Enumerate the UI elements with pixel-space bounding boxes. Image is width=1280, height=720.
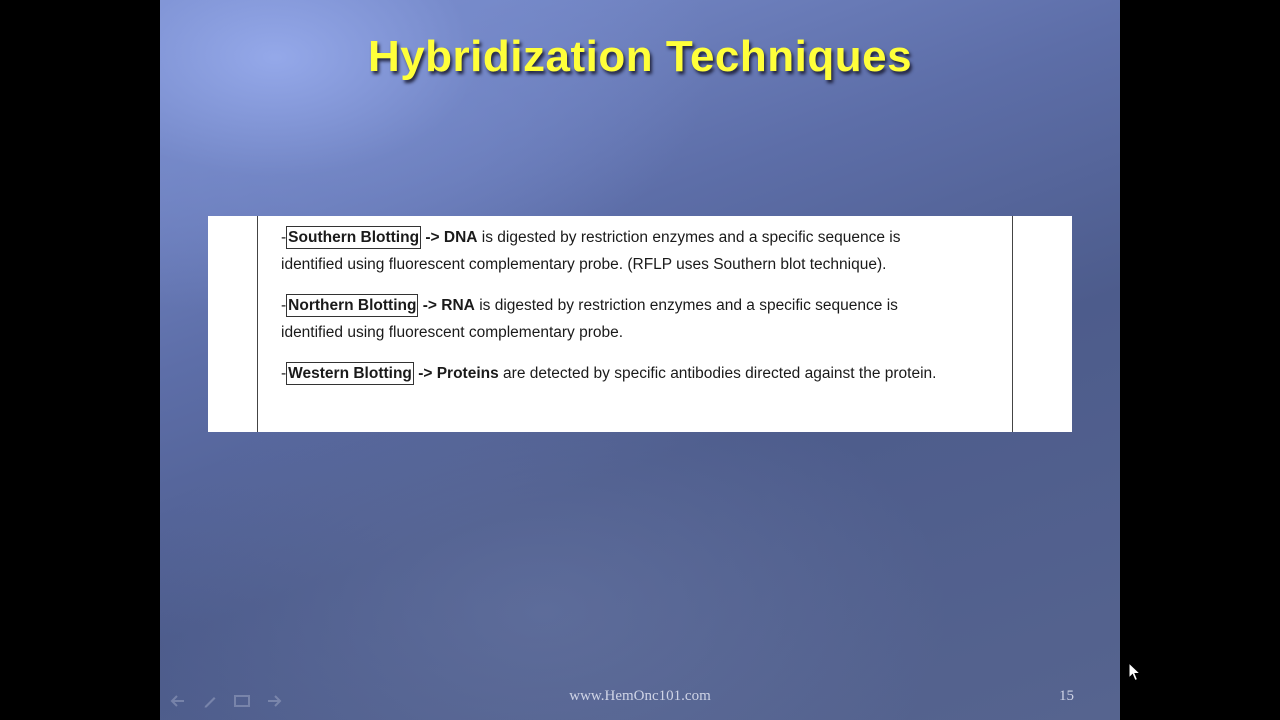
entry-text-line1: are detected by specific antibodies directed against the protein. <box>498 365 937 382</box>
entry-text-line2: identified using fluorescent complementary probe. <box>281 324 624 341</box>
content-box <box>208 216 1072 432</box>
footer-url: www.HemOnc101.com <box>569 688 711 704</box>
entry-arrow: -> <box>413 365 437 382</box>
entry-subject: DNA <box>443 229 478 246</box>
term-western-blotting: Western Blotting <box>286 362 414 385</box>
slide-menu-icon[interactable] <box>232 692 252 710</box>
box-left-rule <box>257 216 258 432</box>
slideshow-toolbar <box>168 692 284 710</box>
entry-list <box>281 224 1001 401</box>
entry-prefix: - <box>281 297 287 314</box>
entry-prefix: - <box>281 365 287 382</box>
entry-arrow: -> <box>418 297 442 314</box>
slide-number: 15 <box>1059 688 1074 704</box>
mouse-pointer-icon <box>1128 662 1142 682</box>
box-right-rule <box>1012 216 1013 432</box>
entry-subject: RNA <box>441 297 475 314</box>
entry-text-line2: identified using fluorescent complementary probe. (RFLP uses Southern blot technique). <box>281 256 887 273</box>
entry-text-line1: is digested by restriction enzymes and a specific sequence is <box>477 229 901 246</box>
slide[interactable] <box>160 0 1120 720</box>
term-northern-blotting: Northern Blotting <box>286 294 418 317</box>
slide-title: Hybridization Techniques <box>367 32 913 81</box>
entry-southern-blotting <box>281 224 1001 278</box>
entry-northern-blotting <box>281 292 1001 346</box>
entry-text-line1: is digested by restriction enzymes and a specific sequence is <box>474 297 898 314</box>
next-arrow-icon[interactable] <box>264 692 284 710</box>
entry-western-blotting <box>281 360 1001 387</box>
entry-subject: Proteins <box>436 365 499 382</box>
previous-arrow-icon[interactable] <box>168 692 188 710</box>
term-southern-blotting: Southern Blotting <box>286 226 421 249</box>
entry-arrow: -> <box>421 229 444 246</box>
pen-icon[interactable] <box>200 692 220 710</box>
entry-prefix: - <box>281 229 287 246</box>
